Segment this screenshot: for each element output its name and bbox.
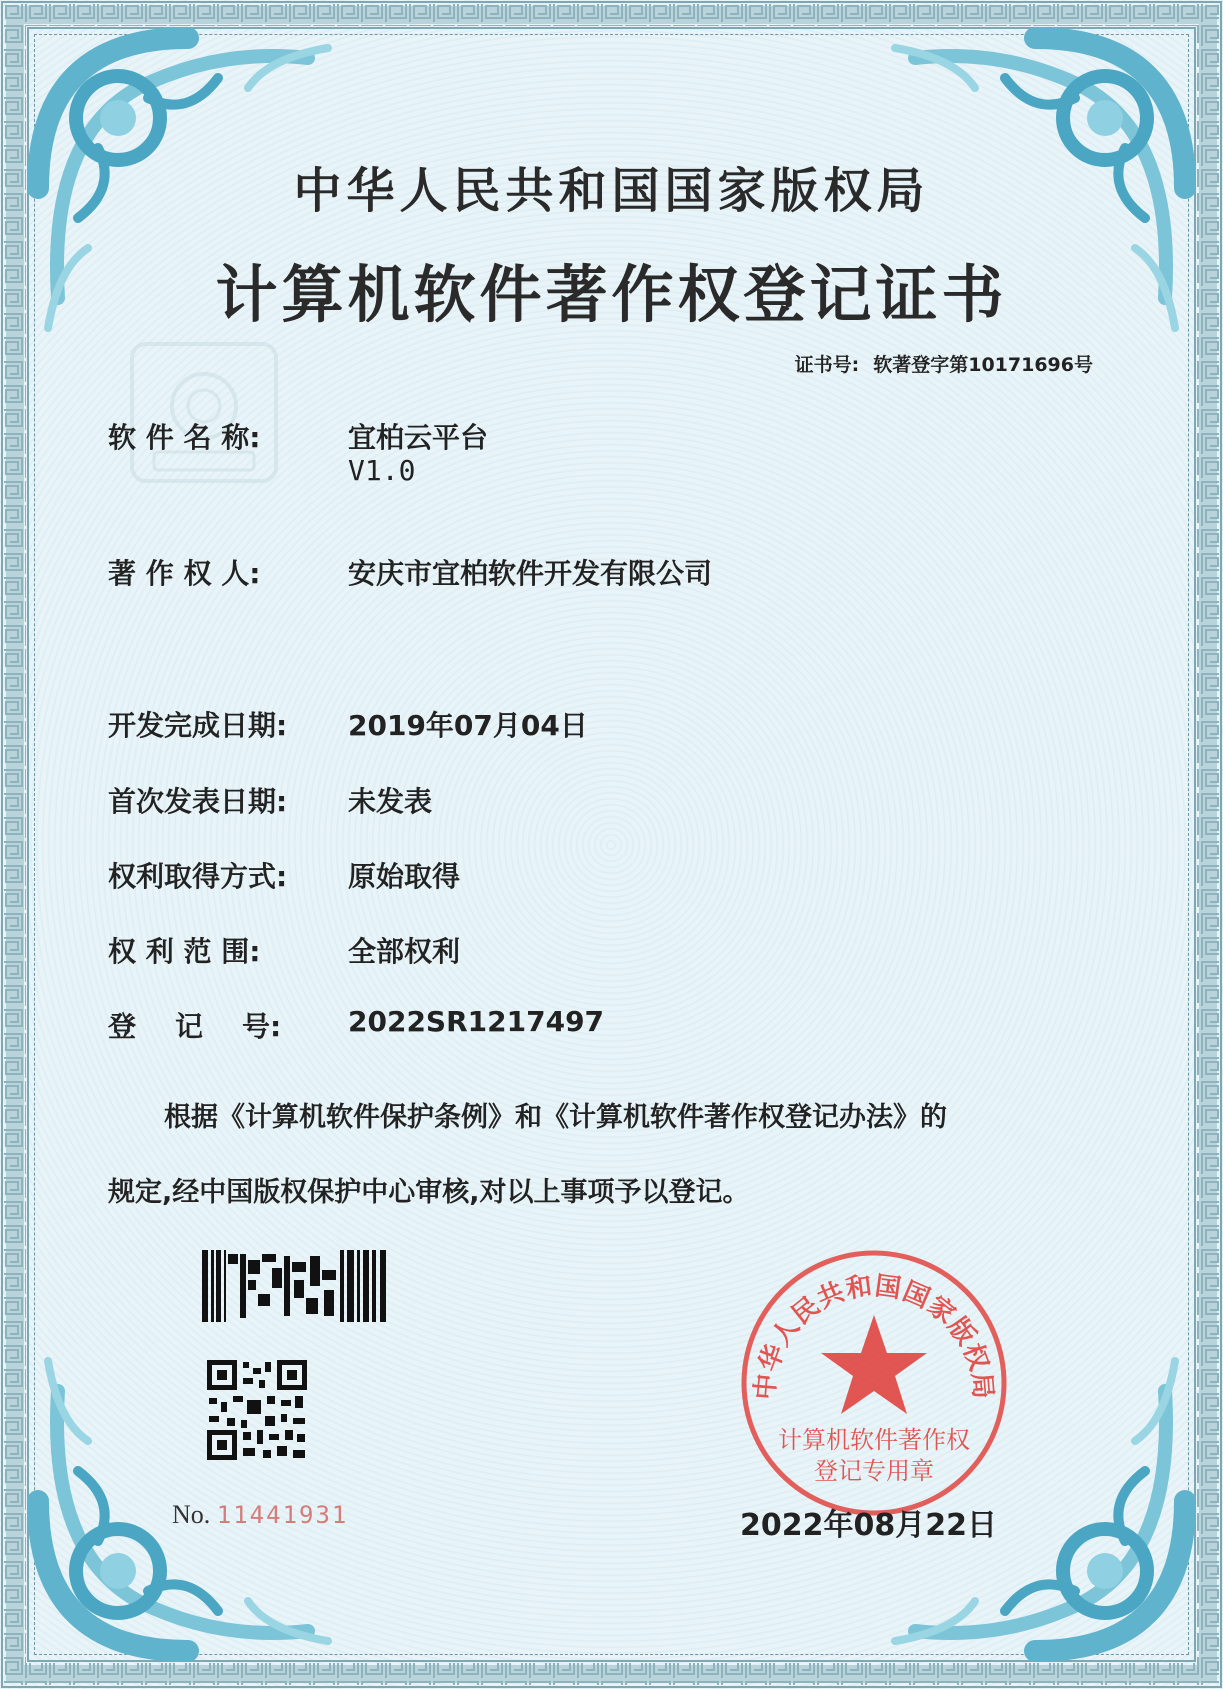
seal-inner-line-1: 计算机软件著作权 bbox=[778, 1426, 970, 1454]
field-value-copyright-owner: 安庆市宜柏软件开发有限公司 bbox=[348, 557, 713, 590]
serial-prefix: No. bbox=[172, 1500, 211, 1529]
watermark-emblem bbox=[128, 340, 280, 485]
certificate-title: 计算机软件著作权登记证书 bbox=[215, 258, 1008, 331]
statement-line-2: 规定,经中国版权保护中心审核,对以上事项予以登记。 bbox=[108, 1177, 750, 1208]
seal-outer-text: 中华人民共和国国家版权局 bbox=[750, 1271, 998, 1401]
field-value-software-version: V1.0 bbox=[348, 454, 416, 487]
seal-inner-line-2: 登记专用章 bbox=[814, 1457, 934, 1485]
certificate-number-value: 软著登字第10171696号 bbox=[873, 354, 1093, 376]
serial-value: 11441931 bbox=[216, 1501, 349, 1529]
field-label-rights-scope: 权 利 范 围: bbox=[108, 935, 261, 968]
serial-number bbox=[172, 1500, 348, 1530]
field-value-acquisition-method: 原始取得 bbox=[348, 860, 461, 893]
field-label-completion-date: 开发完成日期: bbox=[108, 709, 288, 742]
field-value-registration-number: 2022SR1217497 bbox=[348, 1005, 605, 1038]
field-value-first-publication-date: 未发表 bbox=[348, 785, 433, 818]
issuer-title: 中华人民共和国国家版权局 bbox=[293, 163, 930, 219]
field-value-completion-date: 2019年07月04日 bbox=[348, 709, 588, 742]
field-label-registration-number: 登 记 号: bbox=[108, 1010, 282, 1043]
field-label-acquisition-method: 权利取得方式: bbox=[108, 860, 288, 893]
qr-code bbox=[207, 1360, 307, 1460]
field-label-first-publication-date: 首次发表日期: bbox=[108, 785, 288, 818]
field-value-software-name: 宜柏云平台 bbox=[348, 421, 489, 454]
field-value-rights-scope: 全部权利 bbox=[348, 935, 461, 968]
official-seal bbox=[736, 1245, 1012, 1521]
field-label-software-name: 软 件 名 称: bbox=[108, 421, 261, 454]
statement-line-1: 根据《计算机软件保护条例》和《计算机软件著作权登记办法》的 bbox=[164, 1102, 947, 1133]
certificate-number-label: 证书号: bbox=[794, 354, 860, 376]
field-label-copyright-owner: 著 作 权 人: bbox=[108, 557, 261, 590]
certificate-number bbox=[795, 350, 1093, 377]
issue-date: 2022年08月22日 bbox=[740, 1508, 997, 1543]
barcode bbox=[202, 1250, 387, 1322]
